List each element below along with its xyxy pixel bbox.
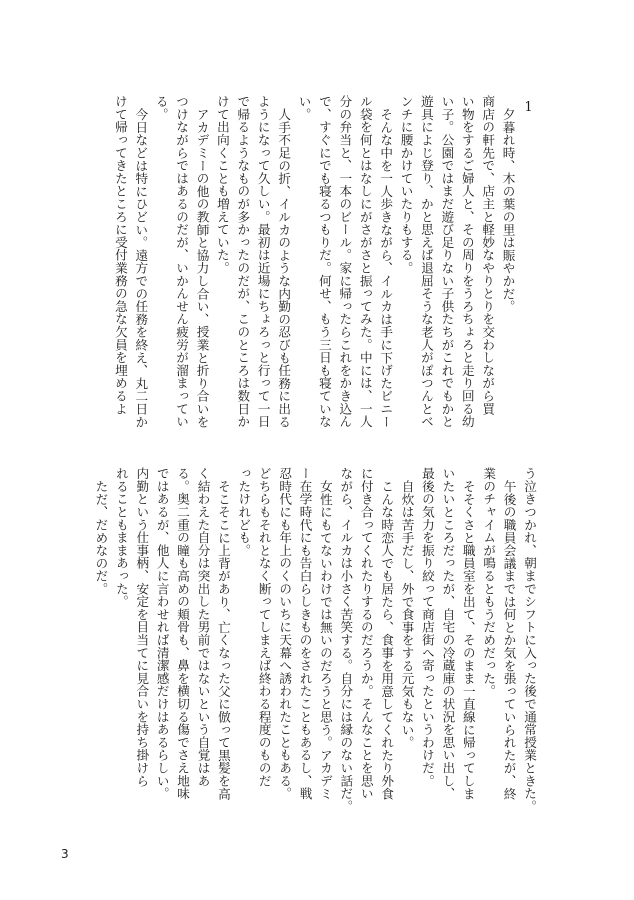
text-line: 最後の気力を振り絞って商店街へ寄ったというわけだ。 xyxy=(419,467,435,787)
text-line: 夕暮れ時、木の葉の里は賑やかだ。 xyxy=(500,107,516,313)
text-line: れることもままあった。 xyxy=(113,467,129,608)
text-line: そんな中を一人歩きながら、イルカは手に下げたビニー xyxy=(378,107,394,428)
text-line: そこそこに上背があり、亡くなった父に倣って黒髪を高 xyxy=(215,479,231,800)
page-number: 3 xyxy=(61,847,69,861)
text-line: ようになって久しい。最初は近場にちょろっと行って一日 xyxy=(255,95,271,428)
text-block-upper xyxy=(109,95,538,455)
text-line: る。 xyxy=(153,95,169,121)
text-line: 人手不足の折、イルカのような内勤の忍びも任務に出る xyxy=(276,107,292,428)
text-line: 遊具によじ登り、かと思えば退屈そうな老人がぽつんとベ xyxy=(418,95,434,428)
text-line: で帰るようなものが多かったのだが、このところは数日か xyxy=(235,95,251,428)
text-line: 忍時代にも年上のくのいちに天幕へ誘われたこともある。 xyxy=(277,467,293,800)
text-line: つけながらではあるのだが、いかんせん疲労が溜まってい xyxy=(174,95,190,428)
text-line: けて出向くことも増えていた。 xyxy=(214,95,230,275)
text-line: る。奥二重の瞳も高めの頬骨も、鼻を横切る傷でさえ地味 xyxy=(175,467,191,800)
text-line: 業のチャイムが鳴るともうだめだった。 xyxy=(481,467,497,698)
text-line: いたいところだったが、自宅の冷蔵庫の状況を思い出し、 xyxy=(440,467,456,800)
text-line: 内勤という仕事柄、安定を目当てに見合いを持ち掛けら xyxy=(134,467,150,787)
text-block-lower xyxy=(90,467,539,842)
text-line: 自炊は苦手だし、外で食事をする元気もない。 xyxy=(399,479,415,749)
text-line: で、すぐにでも寝るつもりだ。何せ、もう三日も寝ていな xyxy=(316,95,332,428)
text-line: 午後の職員会議までは何とか気を張っていられたが、終 xyxy=(501,479,517,800)
text-line: う泣きつかれ、朝までシフトに入った後で通常授業ときた。 xyxy=(522,467,537,813)
text-line: い子。公園ではまだ遊び足りない子供たちがこれでもかと xyxy=(439,95,455,428)
text-line: 今日などは特にひどい。遠方での任務を終え、丸二日か xyxy=(133,107,149,428)
text-line: ではあるが、他人に言わせれば清潔感だけはあるらしい。 xyxy=(154,467,170,800)
text-line: けて帰ってきたところに受付業務の急な欠員を埋めるよ xyxy=(112,95,128,415)
text-line: ったけれども。 xyxy=(236,467,252,557)
text-line: ル袋を何とはなしにがさがさと振ってみた。中には、一人 xyxy=(357,95,373,428)
text-line: そそくさと職員室を出て、そのまま一直線に帰ってしま xyxy=(460,479,476,800)
text-line: い。 xyxy=(296,95,312,121)
chapter-number: 1 xyxy=(521,99,536,115)
text-line: ー在学時代にも告白らしきものをされたこともあるし、戦 xyxy=(297,467,313,800)
text-line: どちらもそれとなく断ってしまえば終わる程度のものだ xyxy=(256,467,272,787)
text-line: アカデミーの他の教師と協力し合い、授業と折り合いを xyxy=(194,107,210,428)
text-line: ンチに腰かけていたりもする。 xyxy=(398,95,414,275)
text-line: ながら、イルカは小さく苦笑する。自分には縁のない話だ。 xyxy=(338,467,354,813)
text-line: い物をするご婦人と、その周りをうろちょろと走り回る幼 xyxy=(459,95,475,428)
text-line: 女性にもてないわけでは無いのだろうと思う。アカデミ xyxy=(317,479,333,800)
text-line: 分の弁当と、一本のビール。家に帰ったらこれをかき込ん xyxy=(337,95,353,428)
text-line: に付き合ってくれたりするのだろうか。そんなことを思い xyxy=(358,467,374,800)
text-line: こんな時恋人でも居たら、食事を用意してくれたり外食 xyxy=(379,479,395,800)
text-line: 商店の軒先で、店主と軽妙なやりとりを交わしながら買 xyxy=(480,95,496,415)
text-line: ただ、だめなのだ。 xyxy=(93,479,109,595)
text-line: く結わえた自分は突出した男前ではないという自覚はあ xyxy=(195,467,211,787)
